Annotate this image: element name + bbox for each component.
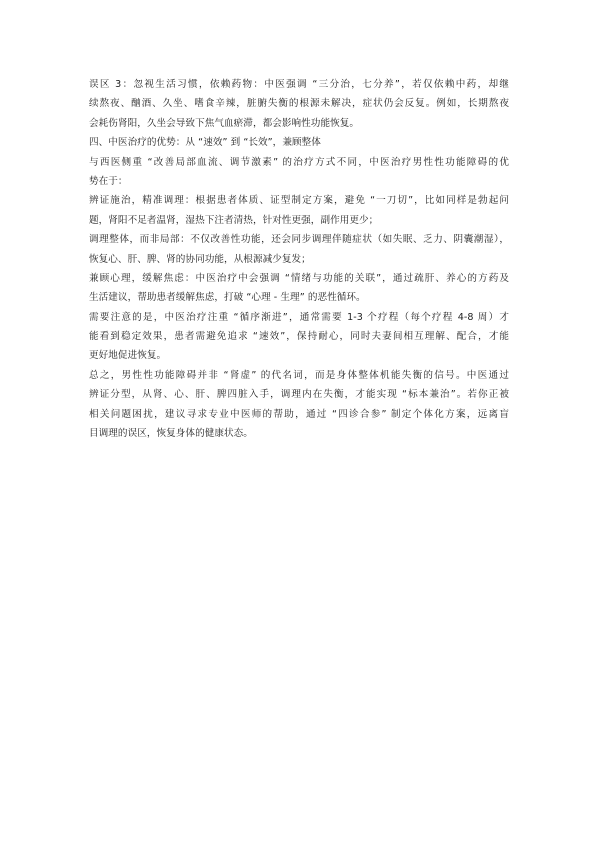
paragraph <box>89 308 509 366</box>
text-line: 相关问题困扰，建议寻求专业中医师的帮助，通过 “四诊合参” 制定个体化方案，远离盲 <box>89 408 509 420</box>
text-line: 总之，男性性功能障碍并非 “肾虚” 的代名词，而是身体整体机能失衡的信号。中医通过 <box>89 369 509 381</box>
text-line: 题，肾阳不足者温肾，湿热下注者清热，针对性更强，副作用更少； <box>89 214 379 226</box>
text-line: 势在于： <box>89 175 128 187</box>
paragraph <box>89 75 509 133</box>
paragraph <box>89 269 509 308</box>
text-line: 兼顾心理，缓解焦虑：中医治疗中会强调 “情绪与功能的关联”，通过疏肝、养心的方药及 <box>89 272 509 284</box>
text-line: 需要注意的是，中医治疗注重 “循序渐进”，通常需要 1-3 个疗程（每个疗程 4-8 周）才 <box>89 311 509 323</box>
text-line: 目调理的误区，恢复身体的健康状态。 <box>89 428 253 440</box>
text-line: 四、中医治疗的优势：从 “速效” 到 “长效”，兼顾整体 <box>89 137 321 149</box>
paragraph <box>89 191 509 230</box>
paragraph <box>89 230 509 269</box>
text-line: 辨证施治，精准调理：根据患者体质、证型制定方案，避免 “一刀切”，比如同样是勃起问 <box>89 195 509 207</box>
paragraph <box>89 153 509 192</box>
paragraph <box>89 366 509 444</box>
text-line: 辨证分型，从肾、心、肝、脾四脏入手，调理内在失衡，才能实现 “标本兼治”。若你正被 <box>89 389 509 401</box>
text-line: 生活建议，帮助患者缓解焦虑，打破 “心理 - 生理” 的恶性循环。 <box>89 292 366 304</box>
text-line: 调理整体，而非局部：不仅改善性功能，还会同步调理伴随症状（如失眠、乏力、阴囊潮湿）， <box>89 234 509 246</box>
text-line: 与西医侧重 “改善局部血流、调节激素” 的治疗方式不同，中医治疗男性性功能障碍的优 <box>89 156 509 168</box>
text-line: 更好地促进恢复。 <box>89 350 167 362</box>
text-line: 误区 3：忽视生活习惯，依赖药物：中医强调 “三分治，七分养”，若仅依赖中药，却继 <box>89 79 509 90</box>
text-line: 续熬夜、酗酒、久坐、嗜食辛辣，脏腑失衡的根源未解决，症状仍会反复。例如，长期熬夜 <box>89 98 509 110</box>
document-page <box>89 75 509 443</box>
text-line: 恢复心、肝、脾、肾的协同功能，从根源减少复发； <box>89 253 311 265</box>
text-line: 能看到稳定效果，患者需避免追求 “速效”，保持耐心，同时夫妻间相互理解、配合，才能 <box>89 331 509 343</box>
paragraph <box>89 133 509 152</box>
text-line: 会耗伤肾阳，久坐会导致下焦气血瘀滞，都会影响性功能恢复。 <box>89 117 360 129</box>
